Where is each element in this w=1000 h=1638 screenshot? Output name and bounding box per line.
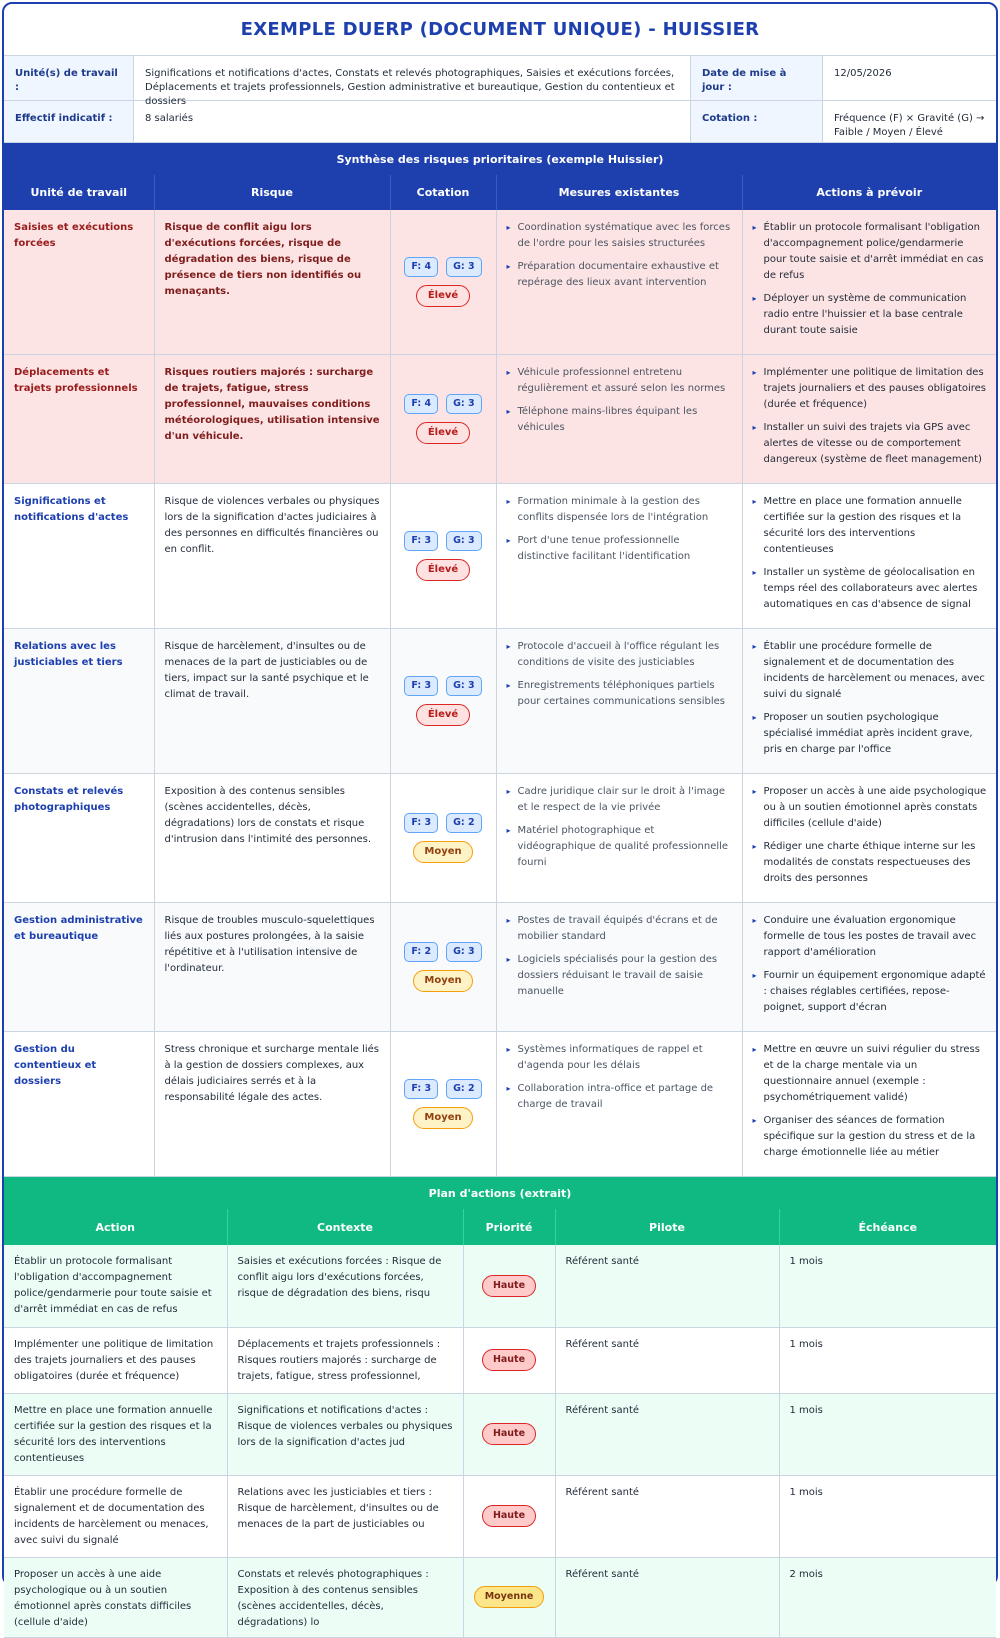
plan-row [4, 1475, 996, 1557]
risk-row [4, 774, 996, 903]
risk-row [4, 1032, 996, 1177]
measure-item: ▸ Port d'une tenue professionnelle distinctive facilitant l'identification [507, 533, 733, 565]
measures-list [507, 784, 733, 871]
measures-cell [496, 210, 742, 355]
effectif-value: 8 salariés [134, 101, 691, 143]
header-risk: Risque [154, 175, 390, 210]
actions-cell [742, 1032, 996, 1177]
header-measures: Mesures existantes [496, 175, 742, 210]
risk-description: Risque de harcèlement, d'insultes ou de menaces de la part de justiciables ou de tiers, impact sur la santé psychique et le climat de travail. [164, 641, 369, 700]
risk-level-badge: Élevé [416, 559, 470, 581]
plan-pilot: Référent santé [555, 1393, 779, 1475]
risk-unit-cell [4, 774, 154, 903]
priority-cell [463, 1245, 555, 1327]
risk-unit-cell [4, 484, 154, 629]
cotation-cell [390, 484, 496, 629]
cotation-cell [390, 903, 496, 1032]
plan-row [4, 1327, 996, 1393]
risk-level-badge: Élevé [416, 285, 470, 307]
risk-unit: Gestion administrative et bureautique [14, 915, 143, 942]
measures-list [507, 494, 733, 565]
action-item: ▸ Rédiger une charte éthique interne sur les modalités de constats respectueuses des droits des personnes [753, 839, 988, 887]
risk-row [4, 210, 996, 355]
header-unit: Unité de travail [4, 175, 154, 210]
action-item: ▸ Établir un protocole formalisant l'obligation d'accompagnement police/gendarmerie pour toute saisie et d'arrêt immédiat en cas de refus [753, 220, 988, 284]
risk-level-badge: Élevé [416, 422, 470, 444]
meta-grid [4, 56, 996, 143]
action-item: ▸ Installer un suivi des trajets via GPS avec alertes de vitesse ou de comportement dangereux (système de fleet management) [753, 420, 988, 468]
risk-desc-cell [154, 1032, 390, 1177]
actions-cell [742, 903, 996, 1032]
risk-unit: Déplacements et trajets professionnels [14, 367, 138, 394]
plan-action: Établir une procédure formelle de signalement et de documentation des incidents de harcèlement ou menaces, avec suivi du signalé [4, 1475, 227, 1557]
cotation-label: Cotation : [691, 101, 823, 143]
plan-deadline: 2 mois [779, 1557, 996, 1637]
actions-cell [742, 484, 996, 629]
priority-badge: Moyenne [474, 1586, 545, 1608]
cotation-cell [390, 210, 496, 355]
risk-desc-cell [154, 210, 390, 355]
gravity-pill: G: 2 [446, 813, 482, 833]
action-item: ▸ Proposer un soutien psychologique spécialisé immédiat après incident grave, pris en charge par l'office [753, 710, 988, 758]
actions-list [753, 365, 988, 468]
cotation-value: Fréquence (F) × Gravité (G) → Faible / Moyen / Élevé [823, 101, 996, 143]
gravity-pill: G: 2 [446, 1079, 482, 1099]
measures-cell [496, 629, 742, 774]
risk-unit: Gestion du contentieux et dossiers [14, 1044, 97, 1087]
header-cotation: Cotation [390, 175, 496, 210]
units-value: Significations et notifications d'actes, Constats et relevés photographiques, Saisies et exécutions forcées, Déplacements et trajets professionnels, Gestion administrative et bureautique, Gestion du contentieux et dossiers [134, 56, 691, 101]
priority-badge: Haute [482, 1275, 536, 1297]
measure-item: ▸ Coordination systématique avec les forces de l'ordre pour les saisies structurées [507, 220, 733, 252]
effectif-label: Effectif indicatif : [4, 101, 134, 143]
plan-action: Établir un protocole formalisant l'obligation d'accompagnement police/gendarmerie pour toute saisie et d'arrêt immédiat en cas de refus [4, 1245, 227, 1327]
actions-list [753, 1042, 988, 1161]
frequency-pill: F: 2 [404, 942, 438, 962]
header-actions: Actions à prévoir [742, 175, 996, 210]
risk-description: Stress chronique et surcharge mentale liés à la gestion de dossiers complexes, aux délais judiciaires serrés et à la responsabilité légale des actes. [164, 1044, 379, 1103]
priority-badge: Haute [482, 1505, 536, 1527]
risk-desc-cell [154, 355, 390, 484]
actions-list [753, 913, 988, 1016]
priority-badge: Haute [482, 1349, 536, 1371]
risk-unit: Saisies et exécutions forcées [14, 222, 134, 249]
priority-cell [463, 1393, 555, 1475]
measure-item: ▸ Téléphone mains-libres équipant les véhicules [507, 404, 733, 436]
action-item: ▸ Déployer un système de communication radio entre l'huissier et la base centrale durant toute saisie [753, 291, 988, 339]
risk-desc-cell [154, 484, 390, 629]
plan-table [4, 1209, 996, 1638]
measures-list [507, 639, 733, 710]
gravity-pill: G: 3 [446, 257, 482, 277]
frequency-pill: F: 4 [404, 394, 438, 414]
risk-level-badge: Moyen [413, 1107, 472, 1129]
plan-context: Significations et notifications d'actes : Risque de violences verbales ou physiques lors de la signification d'actes jud [227, 1393, 463, 1475]
plan-row [4, 1393, 996, 1475]
priority-cell [463, 1557, 555, 1637]
action-item: ▸ Implémenter une politique de limitation des trajets journaliers et des pauses obligatoires (durée et fréquence) [753, 365, 988, 413]
frequency-pill: F: 3 [404, 676, 438, 696]
measures-list [507, 365, 733, 436]
risk-unit: Constats et relevés photographiques [14, 786, 124, 813]
plan-action: Implémenter une politique de limitation des trajets journaliers et des pauses obligatoires (durée et fréquence) [4, 1327, 227, 1393]
plan-action: Mettre en place une formation annuelle certifiée sur la gestion des risques et la sécurité lors des interventions contentieuses [4, 1393, 227, 1475]
measure-item: ▸ Formation minimale à la gestion des conflits dispensée lors de l'intégration [507, 494, 733, 526]
plan-deadline: 1 mois [779, 1245, 996, 1327]
gravity-pill: G: 3 [446, 394, 482, 414]
risk-level-badge: Moyen [413, 970, 472, 992]
plan-row [4, 1245, 996, 1327]
risk-level-badge: Moyen [413, 841, 472, 863]
cotation-cell [390, 629, 496, 774]
header-context: Contexte [227, 1209, 463, 1245]
measures-list [507, 913, 733, 1000]
units-label: Unité(s) de travail : [4, 56, 134, 101]
risks-section-title: Synthèse des risques prioritaires (exemple Huissier) [4, 143, 996, 175]
priority-cell [463, 1475, 555, 1557]
actions-cell [742, 210, 996, 355]
gravity-pill: G: 3 [446, 942, 482, 962]
plan-pilot: Référent santé [555, 1327, 779, 1393]
actions-list [753, 784, 988, 887]
plan-pilot: Référent santé [555, 1245, 779, 1327]
plan-pilot: Référent santé [555, 1557, 779, 1637]
plan-section-title: Plan d'actions (extrait) [4, 1177, 996, 1209]
duerp-document [2, 2, 998, 1628]
risk-desc-cell [154, 629, 390, 774]
cotation-cell [390, 774, 496, 903]
plan-deadline: 1 mois [779, 1327, 996, 1393]
risk-unit-cell [4, 355, 154, 484]
measure-item: ▸ Collaboration intra-office et partage de charge de travail [507, 1081, 733, 1113]
action-item: ▸ Proposer un accès à une aide psychologique ou à un soutien émotionnel après constats difficiles (cellule d'aide) [753, 784, 988, 832]
measure-item: ▸ Véhicule professionnel entretenu régulièrement et assuré selon les normes [507, 365, 733, 397]
action-item: ▸ Conduire une évaluation ergonomique formelle de tous les postes de travail avec rapport d'amélioration [753, 913, 988, 961]
cotation-cell [390, 1032, 496, 1177]
risk-unit-cell [4, 629, 154, 774]
header-priority: Priorité [463, 1209, 555, 1245]
risk-description: Risques routiers majorés : surcharge de trajets, fatigue, stress professionnel, mauvaises conditions météorologiques, utilisation intensive d'un véhicule. [164, 367, 380, 442]
gravity-pill: G: 3 [446, 531, 482, 551]
risk-desc-cell [154, 903, 390, 1032]
plan-pilot: Référent santé [555, 1475, 779, 1557]
risk-row [4, 629, 996, 774]
measures-cell [496, 774, 742, 903]
header-action: Action [4, 1209, 227, 1245]
risk-row [4, 355, 996, 484]
action-item: ▸ Établir une procédure formelle de signalement et de documentation des incidents de harcèlement ou menaces, avec suivi du signalé [753, 639, 988, 703]
risk-description: Risque de troubles musculo-squelettiques liés aux postures prolongées, à la saisie répétitive et à l'utilisation intensive de l'ordinateur. [164, 915, 375, 974]
action-item: ▸ Fournir un équipement ergonomique adapté : chaises réglables certifiées, repose-poignet, support d'écran [753, 968, 988, 1016]
risks-header-row [4, 175, 996, 210]
cotation-cell [390, 355, 496, 484]
actions-cell [742, 774, 996, 903]
plan-row [4, 1557, 996, 1637]
measure-item: ▸ Cadre juridique clair sur le droit à l'image et le respect de la vie privée [507, 784, 733, 816]
priority-badge: Haute [482, 1423, 536, 1445]
risk-description: Exposition à des contenus sensibles (scènes accidentelles, décès, dégradations) lors de constats et risque d'intrusion dans l'intimité des personnes. [164, 786, 372, 845]
risks-table [4, 175, 996, 1177]
measure-item: ▸ Enregistrements téléphoniques partiels pour certaines communications sensibles [507, 678, 733, 710]
measures-cell [496, 903, 742, 1032]
measures-cell [496, 484, 742, 629]
plan-context: Saisies et exécutions forcées : Risque de conflit aigu lors d'exécutions forcées, risque de dégradation des biens, risqu [227, 1245, 463, 1327]
frequency-pill: F: 3 [404, 813, 438, 833]
measures-cell [496, 1032, 742, 1177]
plan-context: Déplacements et trajets professionnels : Risques routiers majorés : surcharge de trajets, fatigue, stress professionnel, [227, 1327, 463, 1393]
measure-item: ▸ Postes de travail équipés d'écrans et de mobilier standard [507, 913, 733, 945]
risk-unit: Relations avec les justiciables et tiers [14, 641, 123, 668]
measure-item: ▸ Matériel photographique et vidéographique de qualité professionnelle fourni [507, 823, 733, 871]
measure-item: ▸ Systèmes informatiques de rappel et d'agenda pour les délais [507, 1042, 733, 1074]
actions-list [753, 639, 988, 758]
risk-unit-cell [4, 1032, 154, 1177]
date-label: Date de mise à jour : [691, 56, 823, 101]
risk-row [4, 484, 996, 629]
header-pilot: Pilote [555, 1209, 779, 1245]
frequency-pill: F: 4 [404, 257, 438, 277]
plan-action: Proposer un accès à une aide psychologique ou à un soutien émotionnel après constats difficiles (cellule d'aide) [4, 1557, 227, 1637]
gravity-pill: G: 3 [446, 676, 482, 696]
priority-cell [463, 1327, 555, 1393]
plan-header-row [4, 1209, 996, 1245]
date-value: 12/05/2026 [823, 56, 996, 101]
actions-list [753, 494, 988, 613]
measure-item: ▸ Protocole d'accueil à l'office régulant les conditions de visite des justiciables [507, 639, 733, 671]
action-item: ▸ Organiser des séances de formation spécifique sur la gestion du stress et de la charge émotionnelle liée au métier [753, 1113, 988, 1161]
risk-unit-cell [4, 903, 154, 1032]
action-item: ▸ Mettre en œuvre un suivi régulier du stress et de la charge mentale via un questionnaire annuel (exemple : psychométriquement validé) [753, 1042, 988, 1106]
risk-level-badge: Élevé [416, 704, 470, 726]
plan-context: Constats et relevés photographiques : Exposition à des contenus sensibles (scènes accidentelles, décès, dégradations) lo [227, 1557, 463, 1637]
header-deadline: Échéance [779, 1209, 996, 1245]
actions-list [753, 220, 988, 339]
risk-row [4, 903, 996, 1032]
plan-deadline: 1 mois [779, 1475, 996, 1557]
plan-context: Relations avec les justiciables et tiers : Risque de harcèlement, d'insultes ou de menaces de la part de justiciables ou [227, 1475, 463, 1557]
frequency-pill: F: 3 [404, 531, 438, 551]
risk-desc-cell [154, 774, 390, 903]
actions-cell [742, 629, 996, 774]
risk-unit: Significations et notifications d'actes [14, 496, 129, 523]
measures-cell [496, 355, 742, 484]
frequency-pill: F: 3 [404, 1079, 438, 1099]
measure-item: ▸ Préparation documentaire exhaustive et repérage des lieux avant intervention [507, 259, 733, 291]
risk-description: Risque de violences verbales ou physiques lors de la signification d'actes judiciaires à des personnes en difficultés financières ou en conflit. [164, 496, 380, 555]
measure-item: ▸ Logiciels spécialisés pour la gestion des dossiers réduisant le travail de saisie manuelle [507, 952, 733, 1000]
risk-unit-cell [4, 210, 154, 355]
plan-deadline: 1 mois [779, 1393, 996, 1475]
measures-list [507, 1042, 733, 1113]
action-item: ▸ Installer un système de géolocalisation en temps réel des collaborateurs avec alertes automatiques en cas d'absence de signal [753, 565, 988, 613]
action-item: ▸ Mettre en place une formation annuelle certifiée sur la gestion des risques et la sécurité lors des interventions contentieuses [753, 494, 988, 558]
actions-cell [742, 355, 996, 484]
risk-description: Risque de conflit aigu lors d'exécutions forcées, risque de dégradation des biens, risque de présence de tiers non identifiés ou menaçants. [164, 222, 362, 297]
document-title: EXEMPLE DUERP (DOCUMENT UNIQUE) - HUISSIER [4, 4, 996, 56]
measures-list [507, 220, 733, 291]
